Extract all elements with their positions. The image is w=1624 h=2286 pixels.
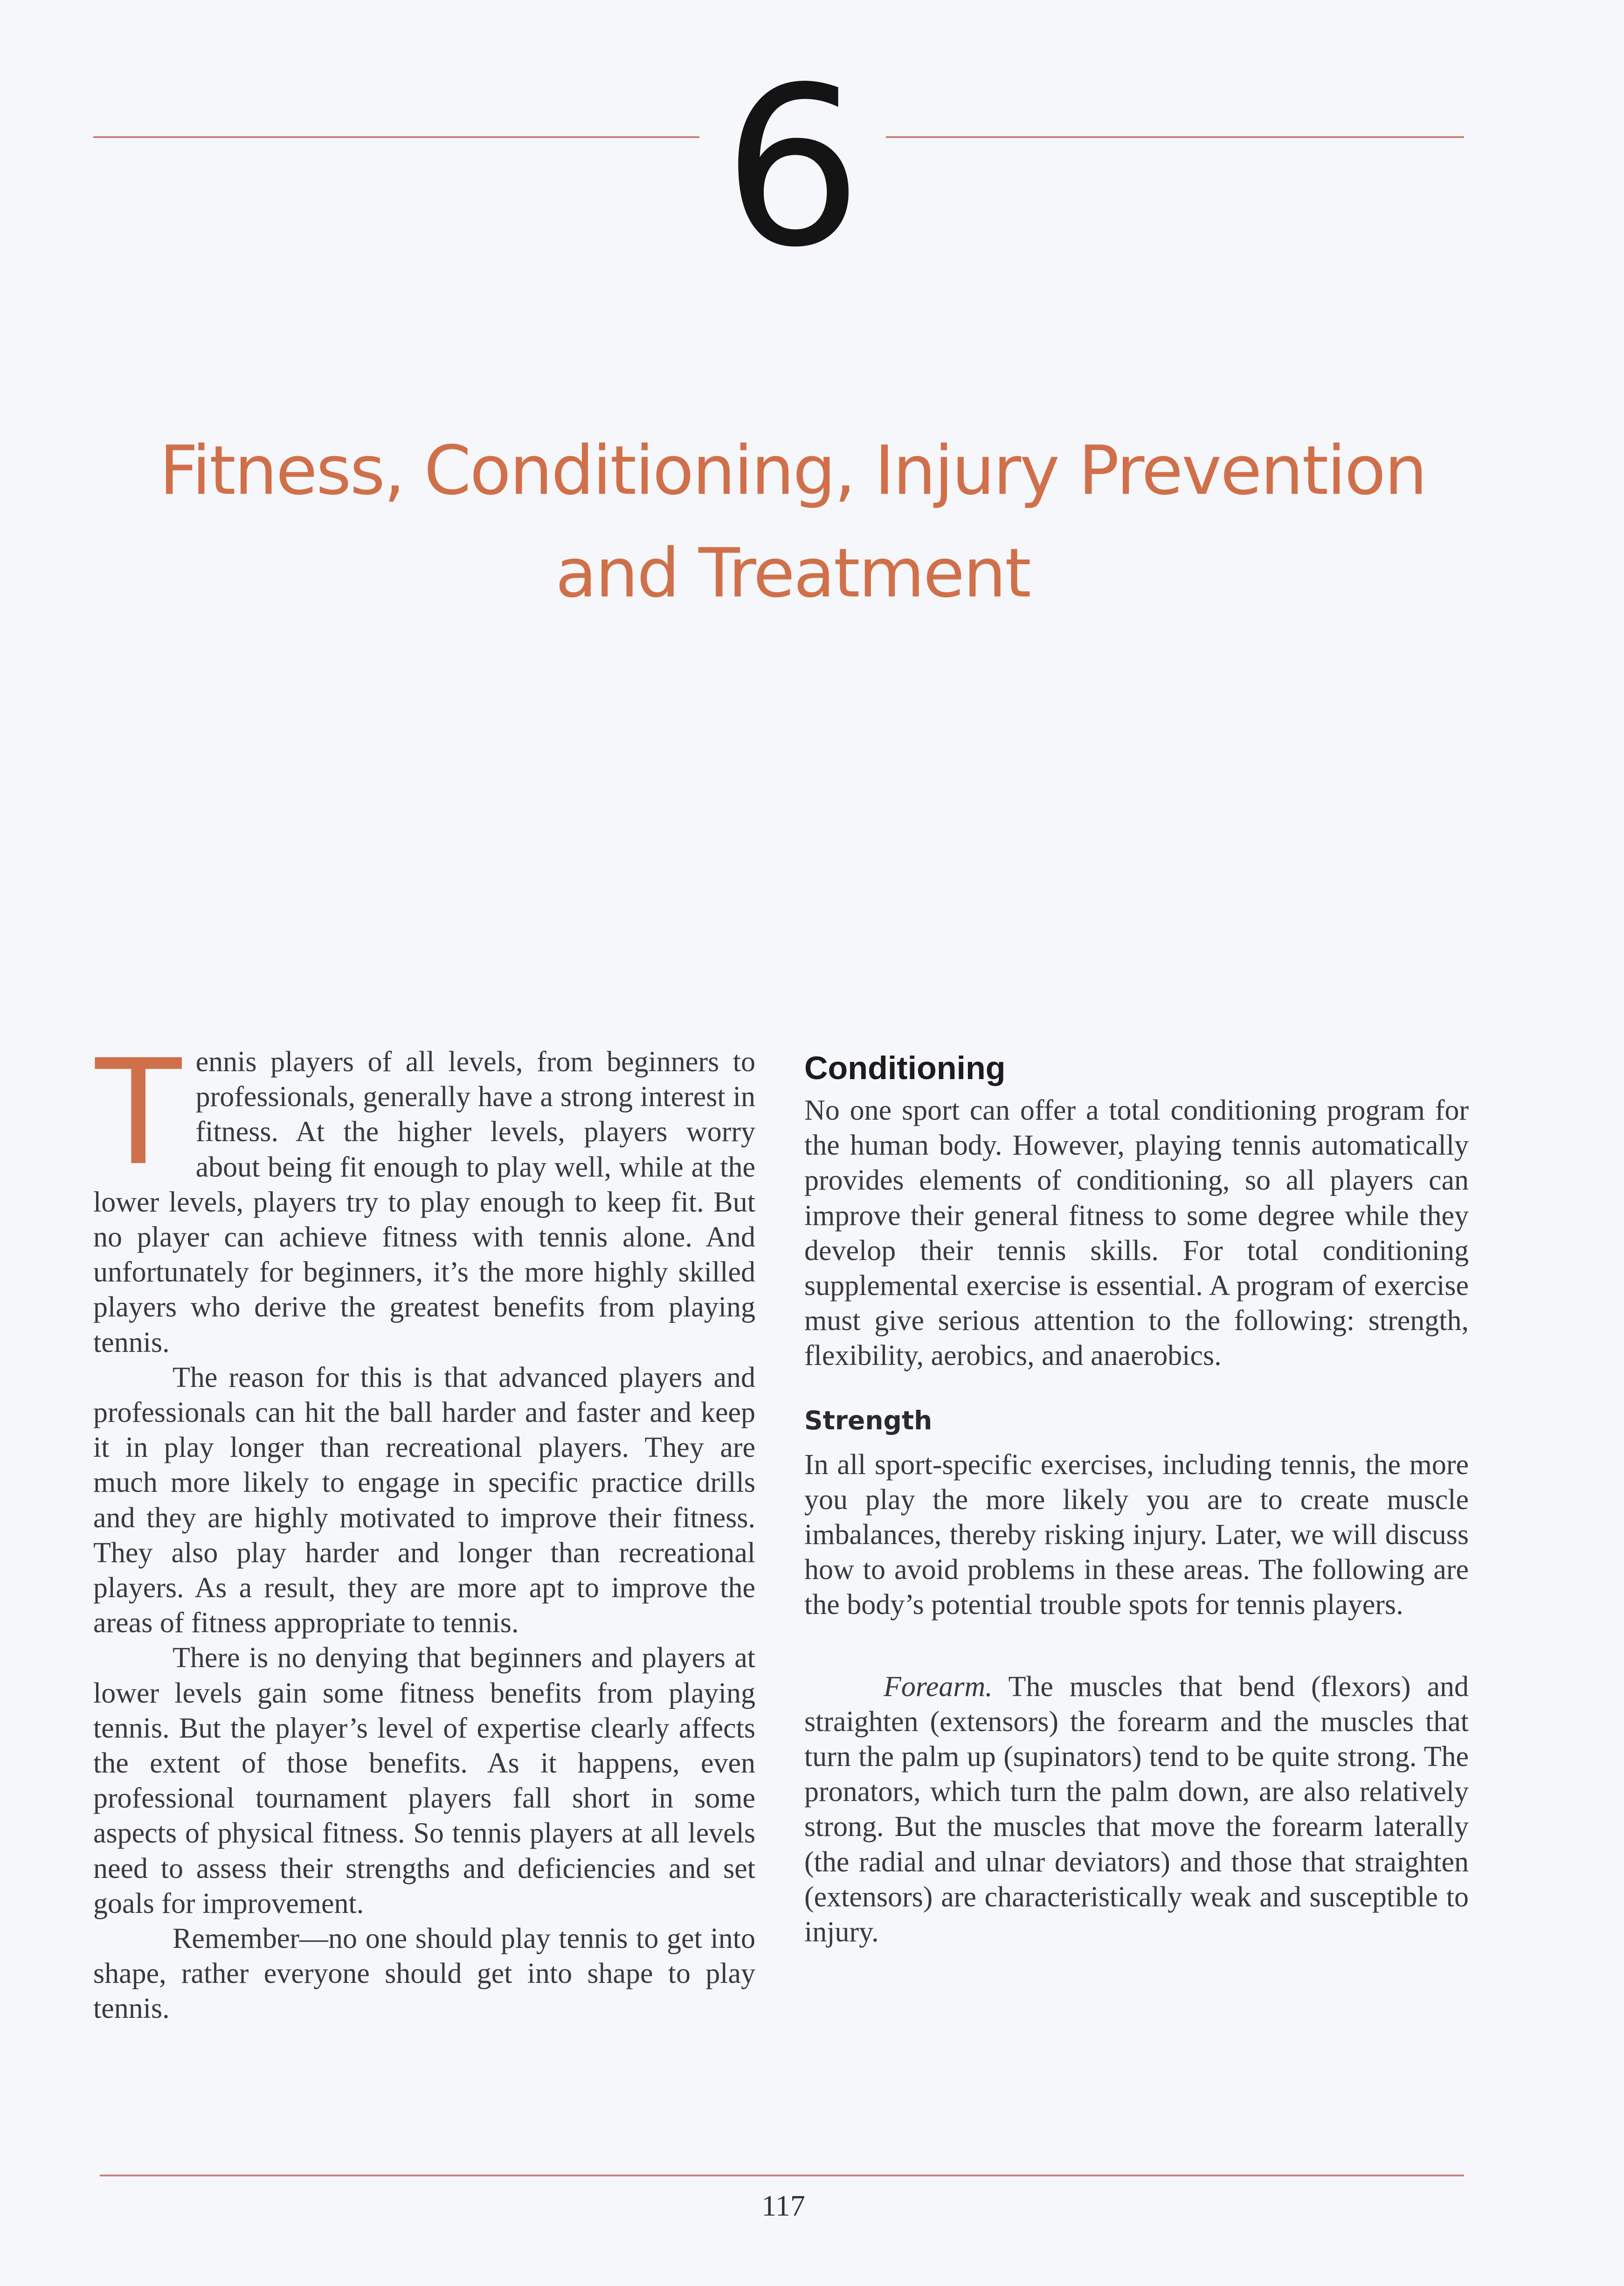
- forearm-text: The muscles that bend (flexors) and straighten (extensors) the forearm and the muscles that turn the palm up (supinators) tend to be quite strong. The pronators, which turn the palm down, are also relatively strong. But the muscles that move the forearm laterally (the radial and ulnar deviators) and those that straighten (extensors) are characteristically weak and susceptible to injury.: [804, 1670, 1469, 1948]
- chapter-title-line-1: Fitness, Conditioning, Injury Prevention: [159, 431, 1426, 510]
- left-column: [91, 1024, 755, 2027]
- strength-paragraph: In all sport-specific exercises, including tennis, the more you play the more likely you are to create muscle imbalances, thereby risking injury. Later, we will discuss how to avoid problems in these areas. The following are the body’s potential trouble spots for tennis players.: [804, 1448, 1469, 1621]
- chapter-title-line-2: and Treatment: [555, 534, 1030, 613]
- conditioning-paragraph: No one sport can offer a total conditioning program for the human body. However, playing tennis automatically provides elements of conditioning, so all players can improve their general fitness to some degree while they develop their tennis skills. For total conditioning supplemental exercise is essential. A program of exercise must give serious attention to the following: strength, flexibility, aerobics, and anaerobics.: [804, 1095, 1469, 1372]
- forearm-lead-in: Forearm.: [884, 1670, 993, 1703]
- chapter-title: [75, 420, 1511, 625]
- section-heading-conditioning: Conditioning: [804, 1050, 1006, 1086]
- forearm-paragraph: [804, 1669, 1469, 1950]
- drop-cap: T: [91, 1024, 186, 1196]
- bottom-rule: [100, 2175, 1464, 2176]
- body-paragraph: Remember—no one should play tennis to get into shape, rather everyone should get into shape to play tennis.: [93, 1923, 755, 2025]
- intro-paragraph: [91, 1024, 755, 1360]
- subsection-heading-strength: Strength: [804, 1405, 933, 1435]
- chapter-number: 6: [699, 65, 886, 270]
- intro-paragraph-text: ennis players of all levels, from beginners to professionals, generally have a strong interest in fitness. At the higher levels, players worry about being fit enough to play well, while at the lower levels, players try to play enough to keep fit. But no player can achieve fitness with tennis alone. And unfortunately for beginners, it’s the more highly skilled players who derive the greatest benefits from playing tennis.: [93, 1046, 755, 1358]
- body-paragraph: There is no denying that beginners and players at lower levels gain some fitness benefits from playing tennis. But the player’s level of expertise clearly affects the extent of those benefits. As it happens, even professional tournament players fall short in some aspects of physical fitness. So tennis players at all levels need to assess their strengths and deficiencies and set goals for improvement.: [93, 1642, 755, 1919]
- right-column: [804, 1045, 1469, 1950]
- page-number: 117: [761, 2189, 805, 2222]
- body-paragraph: The reason for this is that advanced players and professionals can hit the ball harder and faster and keep it in play longer than recreational players. They are much more likely to engage in specific practice drills and they are highly motivated to improve their fitness. They also play harder and longer than recreational players. As a result, they are more apt to improve the areas of fitness appropriate to tennis.: [93, 1361, 755, 1639]
